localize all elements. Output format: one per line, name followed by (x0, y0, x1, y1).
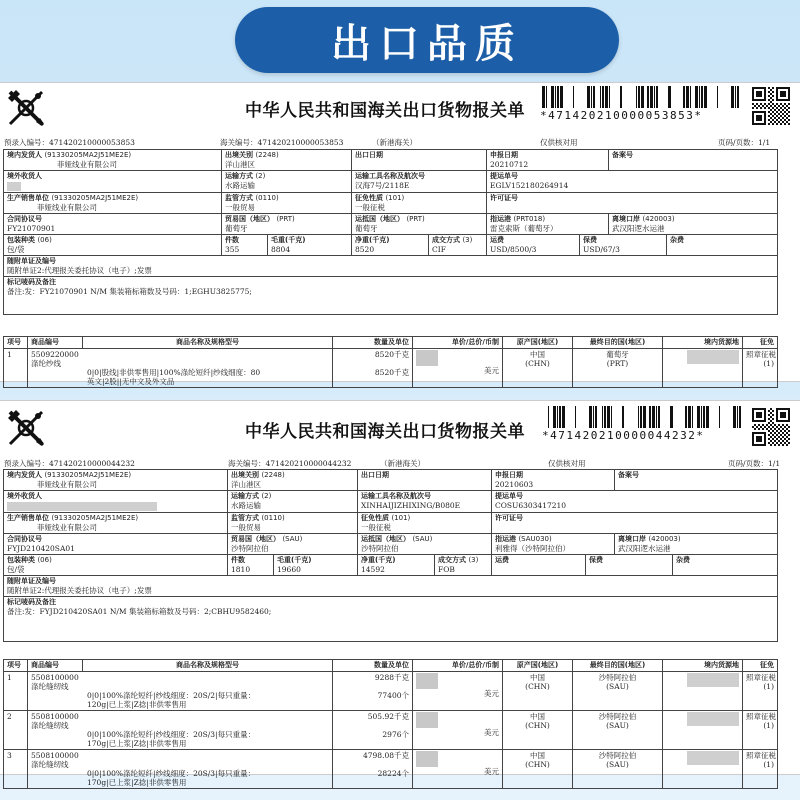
insurance-cell: 保费 (586, 554, 673, 575)
col-header: 原产国(地区) (503, 337, 573, 349)
customs-emblem-icon (6, 88, 46, 128)
departure-port-cell: 离境口岸 (420003) 武汉阳逻水运港 (609, 213, 778, 234)
declaration-form-1 (0, 82, 800, 386)
col-header: 项号 (4, 660, 28, 672)
col-header: 单价/总价/币制 (413, 660, 503, 672)
item-source (663, 711, 743, 750)
supervision-cell: 监管方式 (0110) 一般贸易 (222, 192, 352, 213)
item-description: 5508100000 涤纶缝纫线 0|0|100%涤纶短纤|纱线细度：20S/2|每只重量： 120g|已上浆|Z捻|非供零售用 (28, 672, 333, 711)
record-no-cell: 备案号 (609, 150, 778, 171)
dest-port-cell: 指运港 (SAU030) 利雅得（沙特阿拉伯） (492, 533, 615, 554)
verify-only-note: 仅供核对用 (548, 459, 586, 468)
gross-cell: 毛重(千克) 19660 (274, 554, 358, 575)
item-description: 5508100000 涤纶缝纫线 0|0|100%涤纶短纤|纱线细度：20S/3|每只重量： 170g|已上浆|Z捻|非供零售用 (28, 711, 333, 750)
license-cell: 许可证号 (487, 192, 778, 213)
items-table (3, 659, 778, 789)
insurance-cell: 保费 USD/67/3 (580, 234, 667, 255)
col-header: 征免 (743, 337, 778, 349)
record-no-cell: 备案号 (615, 470, 778, 491)
barcode (548, 406, 746, 428)
dest-country-cell: 运抵国（地区） (PRT) 葡萄牙 (352, 213, 487, 234)
dest-country-cell: 运抵国（地区） (SAU) 沙特阿拉伯 (358, 533, 492, 554)
exemption-cell: 征免性质 (101) 一般征税 (352, 192, 487, 213)
net-cell: 净重(千克) 8520 (352, 234, 429, 255)
customs-emblem-icon (6, 408, 46, 448)
table-row (4, 349, 778, 388)
col-header: 商品名称及规格型号 (83, 660, 333, 672)
pieces-cell: 件数 1810 (228, 554, 274, 575)
page-count: 页码/页数：1/1 (728, 459, 781, 468)
form-title: 中华人民共和国海关出口货物报关单 (245, 101, 525, 121)
pack-cell: 包装种类 (06) 包/袋 (4, 234, 222, 255)
contract-cell: 合同协议号 FYJD210420SA01 (4, 533, 228, 554)
item-quantity: 9288千克 77400个 (333, 672, 413, 711)
trade-country-cell: 贸易国（地区） (SAU) 沙特阿拉伯 (228, 533, 358, 554)
item-duty: 照章征税 (1) (743, 711, 778, 750)
item-destination: 沙特阿拉伯 (SAU) (573, 672, 663, 711)
table-row (4, 672, 778, 711)
col-header: 征免 (743, 660, 778, 672)
barcode-number: *471420210000053853* (540, 109, 703, 122)
barcode-number: *471420210000044232* (542, 429, 705, 442)
item-price: 美元 (413, 672, 503, 711)
barcode (542, 86, 740, 108)
redacted-block (687, 350, 739, 364)
item-no: 2 (4, 711, 28, 750)
transport-cell: 运输方式 (2) 水路运输 (222, 171, 352, 193)
items-header-row (4, 337, 778, 349)
table-row (4, 711, 778, 750)
col-header: 原产国(地区) (503, 660, 573, 672)
item-origin: 中国 (CHN) (503, 750, 573, 789)
page-banner (235, 7, 619, 73)
banner-title: 出口品质 (331, 20, 523, 67)
supervision-cell: 监管方式 (0110) 一般贸易 (228, 512, 358, 533)
marks-cell: 标记唛码及备注 备注:发：FYJD210420SA01 N/M 集装箱标箱数及号码：2;CBHU9582460; (4, 596, 778, 641)
dest-port-cell: 指运港 (PRT018) 雷克索斯（葡萄牙） (487, 213, 609, 234)
redacted-block (416, 673, 438, 689)
export-date-cell: 出口日期 (358, 470, 492, 491)
net-cell: 净重(千克) 14592 (358, 554, 435, 575)
deal-cell: 成交方式 (3) CIF (429, 234, 487, 255)
qr-code (752, 408, 790, 446)
vessel-cell: 运输工具名称及航次号 汉海7号/2118E (352, 171, 487, 193)
item-source (663, 672, 743, 711)
producer-cell: 生产销售单位 (91330205MA2J51ME2E) 菲娅线业有限公司 (4, 512, 228, 533)
table-row (4, 750, 778, 789)
col-header: 商品名称及规格型号 (83, 337, 333, 349)
pre-entry-number: 预录入编号：471420210000044232 (4, 459, 135, 468)
col-header: 单价/总价/币制 (413, 337, 503, 349)
items-header-row (4, 660, 778, 672)
item-description: 5508100000 涤纶缝纫线 0|0|100%涤纶短纤|纱线细度：20S/3|每只重量： 170g|已上浆|Z捻|非供零售用 (28, 750, 333, 789)
pre-entry-number: 预录入编号：471420210000053853 (4, 138, 135, 147)
customs-number: 海关编号：471420210000053853 (220, 138, 344, 147)
item-no: 1 (4, 349, 28, 388)
redacted-block (687, 712, 739, 726)
item-source (663, 349, 743, 388)
marks-cell: 标记唛码及备注 备注:发：FY21070901 N/M 集装箱标箱数及号码：1;EGHU3825775; (4, 276, 778, 314)
col-header: 数量及单位 (333, 660, 413, 672)
form-title: 中华人民共和国海关出口货物报关单 (245, 422, 525, 442)
redacted-block (416, 350, 438, 366)
item-origin: 中国 (CHN) (503, 711, 573, 750)
col-header: 项号 (4, 337, 28, 349)
item-quantity: 8520千克 8520千克 (333, 349, 413, 388)
misc-cell: 杂费 (673, 554, 778, 575)
contract-cell: 合同协议号 FY21070901 (4, 213, 222, 234)
producer-cell: 生产销售单位 (91330205MA2J51ME2E) 菲娅线业有限公司 (4, 192, 222, 213)
item-source (663, 750, 743, 789)
col-header: 最终目的国(地区) (573, 337, 663, 349)
page-count: 页码/页数：1/1 (718, 138, 771, 147)
declare-date-cell: 申报日期 20210712 (487, 150, 609, 171)
bill-cell: 提运单号 COSU6303417210 (492, 491, 778, 513)
bill-cell: 提运单号 EGLV152180264914 (487, 171, 778, 193)
pieces-cell: 件数 355 (222, 234, 268, 255)
item-price: 美元 (413, 750, 503, 789)
item-destination: 沙特阿拉伯 (SAU) (573, 711, 663, 750)
item-price: 美元 (413, 711, 503, 750)
item-origin: 中国 (CHN) (503, 349, 573, 388)
export-date-cell: 出口日期 (352, 150, 487, 171)
header-grid (3, 149, 778, 315)
item-description: 5509220000 涤纶纱线 0|0|股线|非供零售用|100%涤纶短纤|纱线细度：80 英文|2股||无中文及外文品 (28, 349, 333, 388)
consignor-cell: 境内发货人 (91330205MA2J51ME2E) 菲娅线业有限公司 (4, 470, 228, 491)
item-price: 美元 (413, 349, 503, 388)
declare-date-cell: 申报日期 20210603 (492, 470, 615, 491)
docs-cell: 随附单证及编号 随附单证2:代理报关委托协议（电子）;发票 (4, 575, 778, 596)
col-header: 商品编号 (28, 660, 83, 672)
overseas-consignee-cell: 境外收货人 (4, 491, 228, 513)
declaration-form-2 (0, 400, 800, 787)
redacted-block (416, 751, 438, 767)
exemption-cell: 征免性质 (101) 一般征税 (358, 512, 492, 533)
col-header: 最终目的国(地区) (573, 660, 663, 672)
exit-port-cell: 出境关别 (2248) 洋山港区 (228, 470, 358, 491)
overseas-consignee-cell: 境外收货人 (4, 171, 222, 193)
redacted-block (687, 673, 739, 687)
col-header: 商品编号 (28, 337, 83, 349)
customs-office: （新港海关） (380, 459, 425, 468)
misc-cell: 杂费 (667, 234, 778, 255)
redacted-block (687, 751, 739, 765)
item-destination: 沙特阿拉伯 (SAU) (573, 750, 663, 789)
docs-cell: 随附单证及编号 随附单证2:代理报关委托协议（电子）;发票 (4, 255, 778, 276)
pack-cell: 包装种类 (06) 包/袋 (4, 554, 228, 575)
gross-cell: 毛重(千克) 8804 (268, 234, 352, 255)
items-table (3, 336, 778, 388)
redacted-block (416, 712, 438, 728)
item-origin: 中国 (CHN) (503, 672, 573, 711)
deal-cell: 成交方式 (3) FOB (435, 554, 492, 575)
col-header: 境内货源地 (663, 660, 743, 672)
item-duty: 照章征税 (1) (743, 750, 778, 789)
item-quantity: 4798.08千克 28224个 (333, 750, 413, 789)
qr-code (752, 87, 790, 125)
vessel-cell: 运输工具名称及航次号 XINHAIJIZHIXING/B080E (358, 491, 492, 513)
col-header: 境内货源地 (663, 337, 743, 349)
exit-port-cell: 出境关别 (2248) 洋山港区 (222, 150, 352, 171)
item-duty: 照章征税 (1) (743, 349, 778, 388)
item-no: 3 (4, 750, 28, 789)
item-no: 1 (4, 672, 28, 711)
item-destination: 葡萄牙 (PRT) (573, 349, 663, 388)
license-cell: 许可证号 (492, 512, 778, 533)
verify-only-note: 仅供核对用 (540, 138, 578, 147)
customs-number: 海关编号：471420210000044232 (228, 459, 352, 468)
departure-port-cell: 离境口岸 (420003) 武汉阳逻水运港 (615, 533, 778, 554)
item-quantity: 505.92千克 2976个 (333, 711, 413, 750)
item-duty: 照章征税 (1) (743, 672, 778, 711)
col-header: 数量及单位 (333, 337, 413, 349)
freight-cell: 运费 USD/8500/3 (487, 234, 580, 255)
consignor-cell: 境内发货人 (91330205MA2J51ME2E) 菲娅线业有限公司 (4, 150, 222, 171)
freight-cell: 运费 (492, 554, 586, 575)
customs-office: （新港海关） (372, 138, 417, 147)
header-grid (3, 469, 778, 642)
transport-cell: 运输方式 (2) 水路运输 (228, 491, 358, 513)
trade-country-cell: 贸易国（地区） (PRT) 葡萄牙 (222, 213, 352, 234)
